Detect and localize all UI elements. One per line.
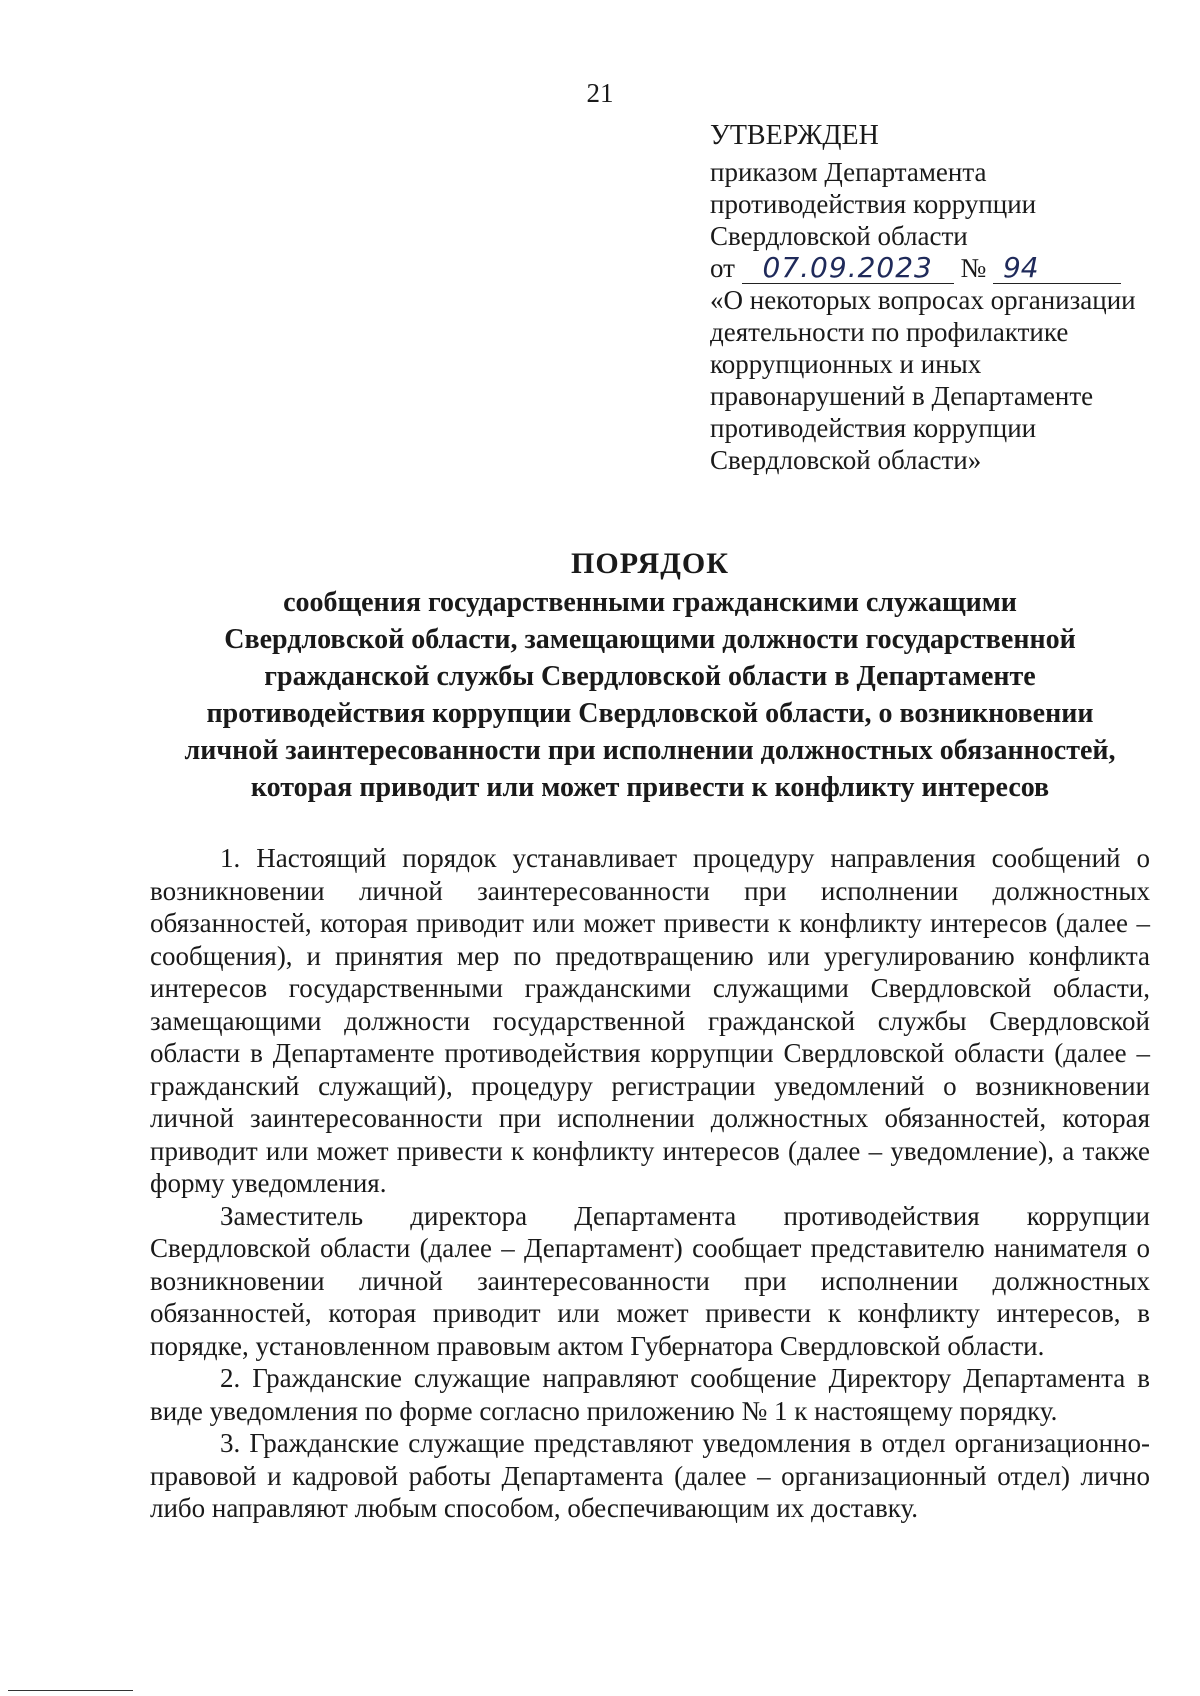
order-title-line: коррупционных и иных [710, 349, 982, 379]
paragraph-1: 1. Настоящий порядок устанавливает процедуру направления сообщений о возникновении личной заинтересованности при исполнении должностных обязанностей, которая приводит или может привести к конфликту интересов (далее – сообщения), и принятия мер по предотвращению или урегулированию конфликта интересов государственными гражданскими служащими Свердловской области, замещающими должности государственной гражданской службы Свердловской области в Департаменте противодействия коррупции Свердловской области (далее – гражданский служащий), процедуру регистрации уведомлений о возникновении личной заинтересованности при исполнении должностных обязанностей, которая приводит или может привести к конфликту интересов (далее – уведомление), а также форму уведомления. [150, 843, 1150, 1198]
approval-line: противодействия коррупции [710, 189, 1037, 219]
approval-heading: УТВЕРЖДЕН [710, 120, 879, 151]
document-subtitle-line: личной заинтересованности при исполнении должностных обязанностей, [184, 735, 1116, 766]
handwritten-number: 94 [993, 253, 1121, 284]
document-subtitle-line: Свердловской области, замещающими должности государственной [224, 624, 1076, 655]
paragraph-2: 2. Гражданские служащие направляют сообщение Директору Департамента в виде уведомления по форме согласно приложению № 1 к настоящему порядку. [150, 1363, 1150, 1426]
approval-line: Свердловской области [710, 221, 968, 251]
footer-rule [8, 1690, 133, 1691]
page-number: 21 [586, 78, 614, 108]
handwritten-date: 07.09.2023 [742, 253, 954, 284]
date-prefix: от [710, 253, 735, 283]
document-subtitle-line: сообщения государственными гражданскими служащими [283, 587, 1017, 618]
approval-stamp [710, 120, 1170, 476]
order-title-line: противодействия коррупции [710, 413, 1037, 443]
document-body [150, 842, 1150, 1525]
approval-date-row [710, 252, 1170, 284]
order-title-line: правонарушений в Департаменте [710, 381, 1094, 411]
approval-line: приказом Департамента [710, 157, 987, 187]
document-subtitle-line: которая приводит или может привести к конфликту интересов [250, 772, 1050, 803]
document-title: ПОРЯДОК [571, 547, 729, 580]
paragraph-3: 3. Гражданские служащие представляют уведомления в отдел организационно-правовой и кадровой работы Департамента (далее – организационный отдел) лично либо направляют любым способом, обеспечивающим их доставку. [150, 1428, 1150, 1523]
order-title-line: деятельности по профилактике [710, 317, 1069, 347]
order-title-line: «О некоторых вопросах организации [710, 285, 1136, 315]
document-title-block [150, 544, 1150, 806]
paragraph-1-continued: Заместитель директора Департамента противодействия коррупции Свердловской области (далее – Департамент) сообщает представителю нанимателя о возникновении личной заинтересованности при исполнении должностных обязанностей, которая приводит или может привести к конфликту интересов, в порядке, установленном правовым актом Губернатора Свердловской области. [150, 1200, 1150, 1361]
order-title-line: Свердловской области» [710, 445, 982, 475]
document-subtitle-line: противодействия коррупции Свердловской области, о возникновении [206, 698, 1094, 729]
number-label: № [960, 253, 987, 283]
document-subtitle-line: гражданской службы Свердловской области в Департаменте [264, 661, 1036, 692]
